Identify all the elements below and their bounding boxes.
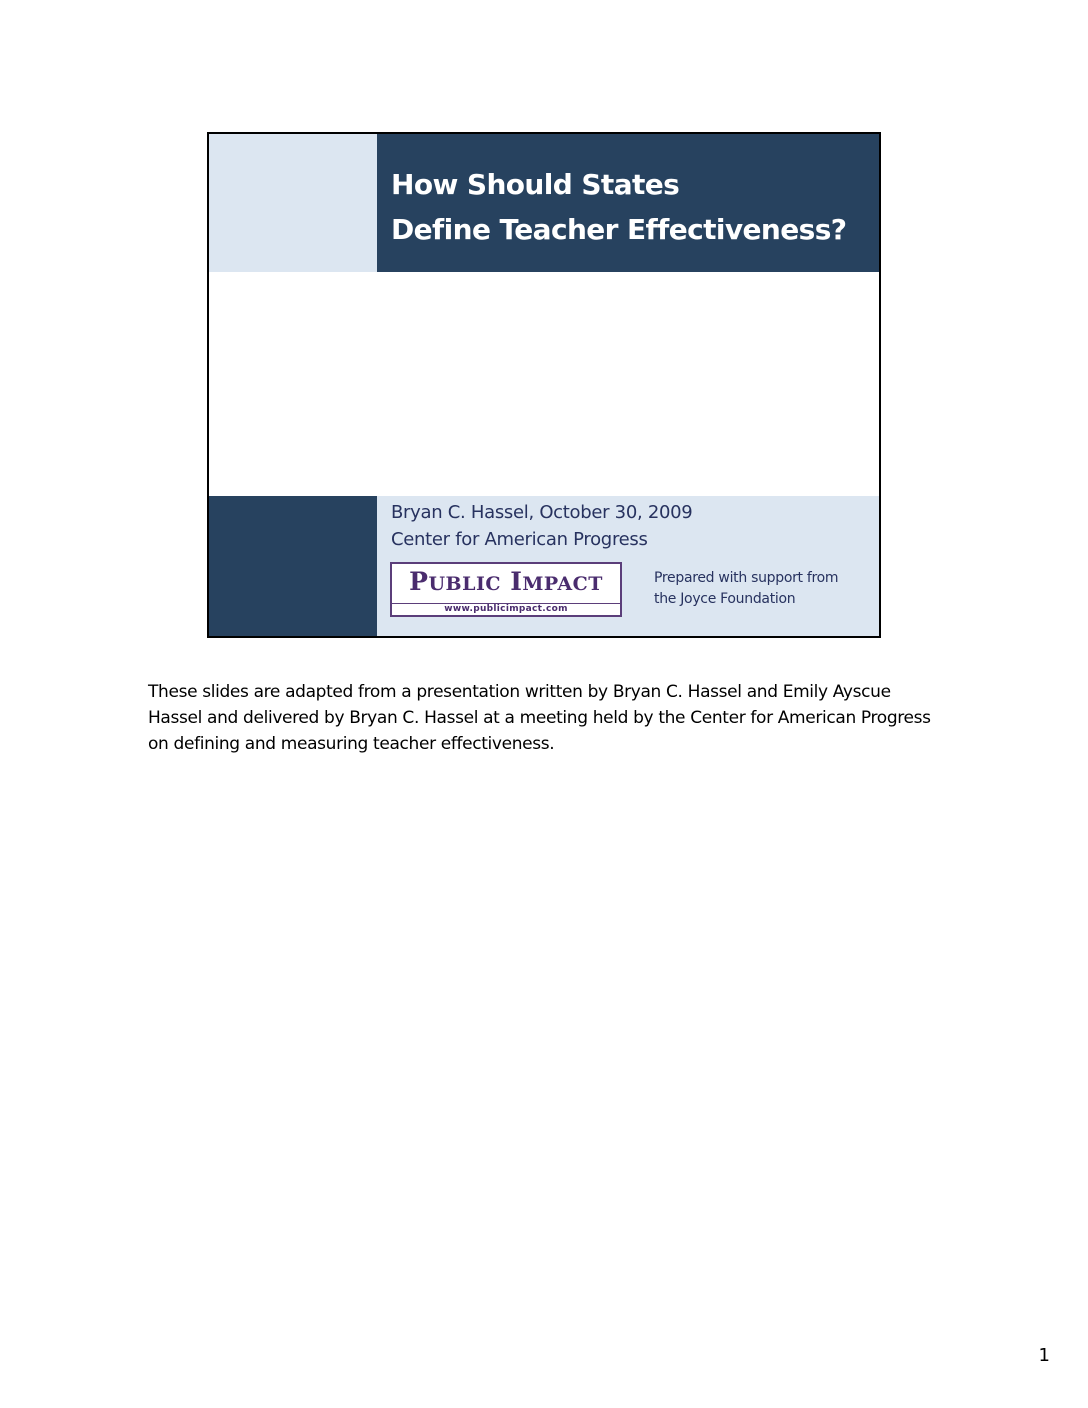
footer-band-left (209, 496, 377, 636)
logo-word1-rest: UBLIC (428, 573, 501, 595)
logo-url: www.publicimpact.com (392, 603, 620, 614)
logo-word2-rest: MPACT (522, 573, 603, 595)
organization: Center for American Progress (391, 529, 648, 550)
speaker-notes: These slides are adapted from a presentation written by Bryan C. Hassel and Emily Ayscue Hassel and delivered by Bryan C. Hassel at a meeting held by the Center for American Progress on defining and measuring teacher effectiveness. (148, 682, 931, 754)
public-impact-logo (390, 562, 622, 617)
support-line2: the Joyce Foundation (654, 591, 796, 607)
logo-initial-i: I (510, 567, 523, 596)
page-number: 1 (1038, 1345, 1050, 1366)
logo-wordmark (392, 567, 620, 596)
slide-title-line2: Define Teacher Effectiveness? (391, 213, 847, 246)
support-credit (654, 568, 838, 610)
slide-frame (207, 132, 881, 638)
slide-title (391, 162, 871, 252)
title-band-left (209, 134, 377, 272)
author-date: Bryan C. Hassel, October 30, 2009 (391, 502, 693, 523)
support-line1: Prepared with support from (654, 570, 839, 586)
slide-title-line1: How Should States (391, 168, 680, 201)
logo-initial-p: P (409, 567, 429, 596)
